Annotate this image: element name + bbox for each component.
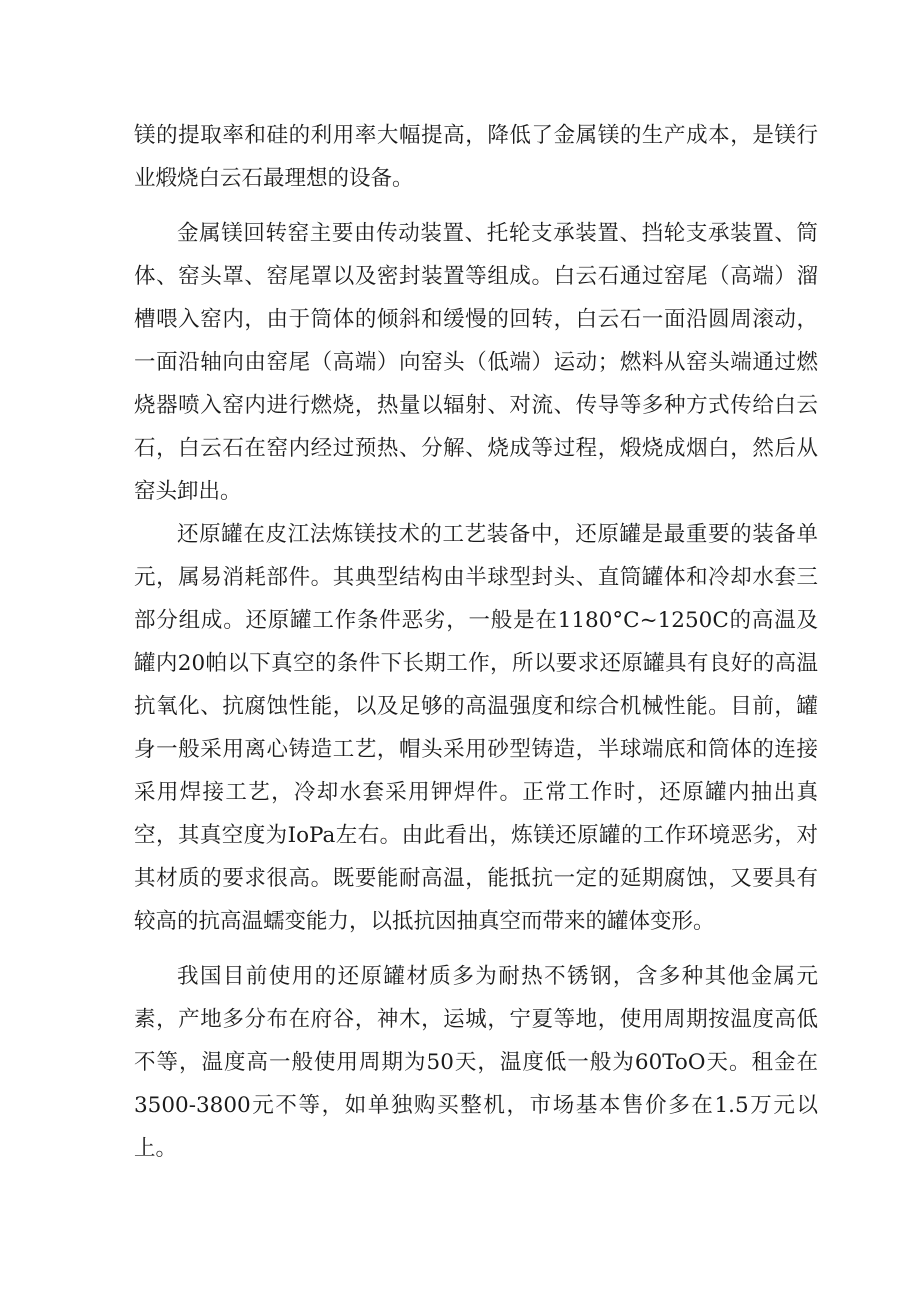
paragraph-rotary-kiln: 金属镁回转窑主要由传动装置、托轮支承装置、挡轮支承装置、筒体、窑头罩、窑尾罩以及密封装置等组成。白云石通过窑尾（高端）溜槽喂入窑内，由于筒体的倾斜和缓慢的回转，白云石一面沿圆周滚动，一面沿轴向由窑尾（高端）向窑头（低端）运动；燃料从窑头端通过燃烧器喷入窑内进行燃烧，热量以辐射、对流、传导等多种方式传给白云石，白云石在窑内经过预热、分解、烧成等过程，煅烧成烟白，然后从窑头卸出。 (134, 221, 818, 504)
paragraph-continuation: 镁的提取率和硅的利用率大幅提高，降低了金属镁的生产成本，是镁行业煅烧白云石最理想的设备。 (134, 123, 818, 191)
paragraph-retort-material: 我国目前使用的还原罐材质多为耐热不锈钢，含多种其他金属元素，产地多分布在府谷，神木，运城，宁夏等地，使用周期按温度高低不等，温度高一般使用周期为50天，温度低一般为60ToO天。租金在3500-3800元不等，如单独购买整机，市场基本售价多在1.5万元以上。 (134, 964, 818, 1161)
paragraph-reduction-retort: 还原罐在皮江法炼镁技术的工艺装备中，还原罐是最重要的装备单元，属易消耗部件。其典型结构由半球型封头、直筒罐体和冷却水套三部分组成。还原罐工作条件恶劣，一般是在1180°C~1250C的高温及罐内20帕以下真空的条件下长期工作，所以要求还原罐具有良好的高温抗氧化、抗腐蚀性能，以及足够的高温强度和综合机械性能。目前，罐身一般采用离心铸造工艺，帽头采用砂型铸造，半球端底和筒体的连接采用焊接工艺，冷却水套采用钾焊件。正常工作时，还原罐内抽出真空，其真空度为IoPa左右。由此看出，炼镁还原罐的工作环境恶劣，对其材质的要求很高。既要能耐高温，能抵抗一定的延期腐蚀，又要具有较高的抗高温蠕变能力，以抵抗因抽真空而带来的罐体变形。 (134, 522, 818, 934)
document-body (134, 114, 818, 1170)
